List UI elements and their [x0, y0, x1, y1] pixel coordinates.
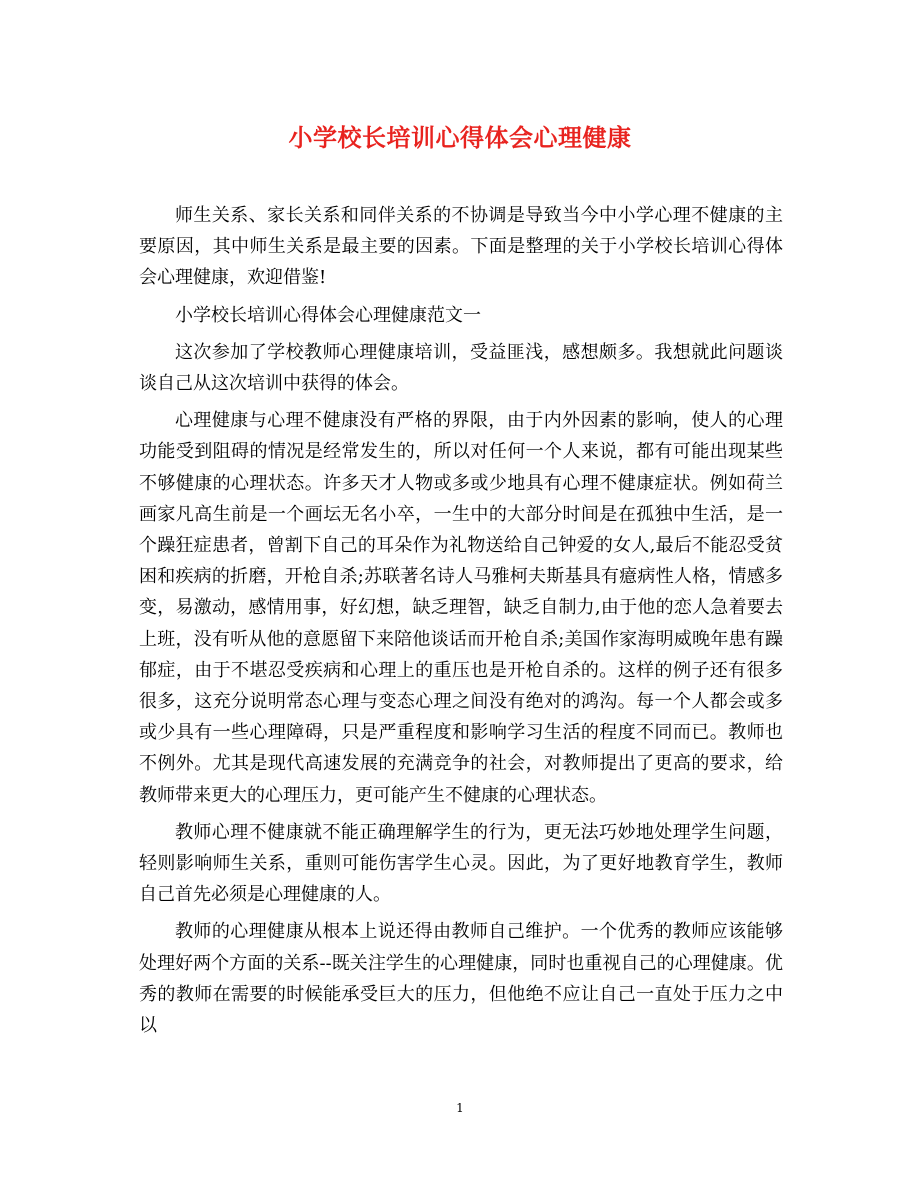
- section-heading: 小学校长培训心得体会心理健康范文一: [175, 304, 481, 326]
- intro-paragraph: 师生关系、家长关系和同伴关系的不协调是导致当今中小学心理不健康的主要原因，其中师生关系是最主要的因素。下面是整理的关于小学校长培训心得体会心理健康，欢迎借鉴!: [139, 205, 783, 289]
- body-paragraph: 心理健康与心理不健康没有严格的界限，由于内外因素的影响，使人的心理功能受到阻碍的情况是经常发生的，所以对任何一个人来说，都有可能出现某些不够健康的心理状态。许多天才人物或多或少地具有心理不健康症状。例如荷兰画家凡高生前是一个画坛无名小卒，一生中的大部分时间是在孤独中生活，是一个躁狂症患者，曾割下自己的耳朵作为礼物送给自己钟爱的女人,最后不能忍受贫困和疾病的折磨，开枪自杀;苏联著名诗人马雅柯夫斯基具有癔病性人格，情感多变，易激动，感情用事，好幻想，缺乏理智，缺乏自制力,由于他的恋人急着要去上班，没有听从他的意愿留下来陪他谈话而开枪自杀;美国作家海明威晚年患有躁郁症，由于不堪忍受疾病和心理上的重压也是开枪自杀的。这样的例子还有很多很多，这充分说明常态心理与变态心理之间没有绝对的鸿沟。每一个人都会或多或少具有一些心理障碍，只是严重程度和影响学习生活的程度不同而已。教师也不例外。尤其是现代高速发展的充满竞争的社会，对教师提出了更高的要求，给教师带来更大的心理压力，更可能产生不健康的心理状态。: [139, 410, 783, 806]
- body-paragraph: 这次参加了学校教师心理健康培训，受益匪浅，感想颇多。我想就此问题谈谈自己从这次培训中获得的体会。: [139, 341, 783, 395]
- body-paragraph: 教师的心理健康从根本上说还得由教师自己维护。一个优秀的教师应该能够处理好两个方面的关系--既关注学生的心理健康，同时也重视自己的心理健康。优秀的教师在需要的时候能承受巨大的压力，但他绝不应让自己一直处于压力之中以: [139, 921, 783, 1037]
- body-paragraph: 教师心理不健康就不能正确理解学生的行为，更无法巧妙地处理学生问题，轻则影响师生关系，重则可能伤害学生心灵。因此，为了更好地教育学生，教师自己首先必须是心理健康的人。: [139, 821, 783, 906]
- page-number: 1: [456, 1101, 464, 1115]
- document-body: [139, 200, 783, 1047]
- document-title: 小学校长培训心得体会心理健康: [288, 123, 632, 152]
